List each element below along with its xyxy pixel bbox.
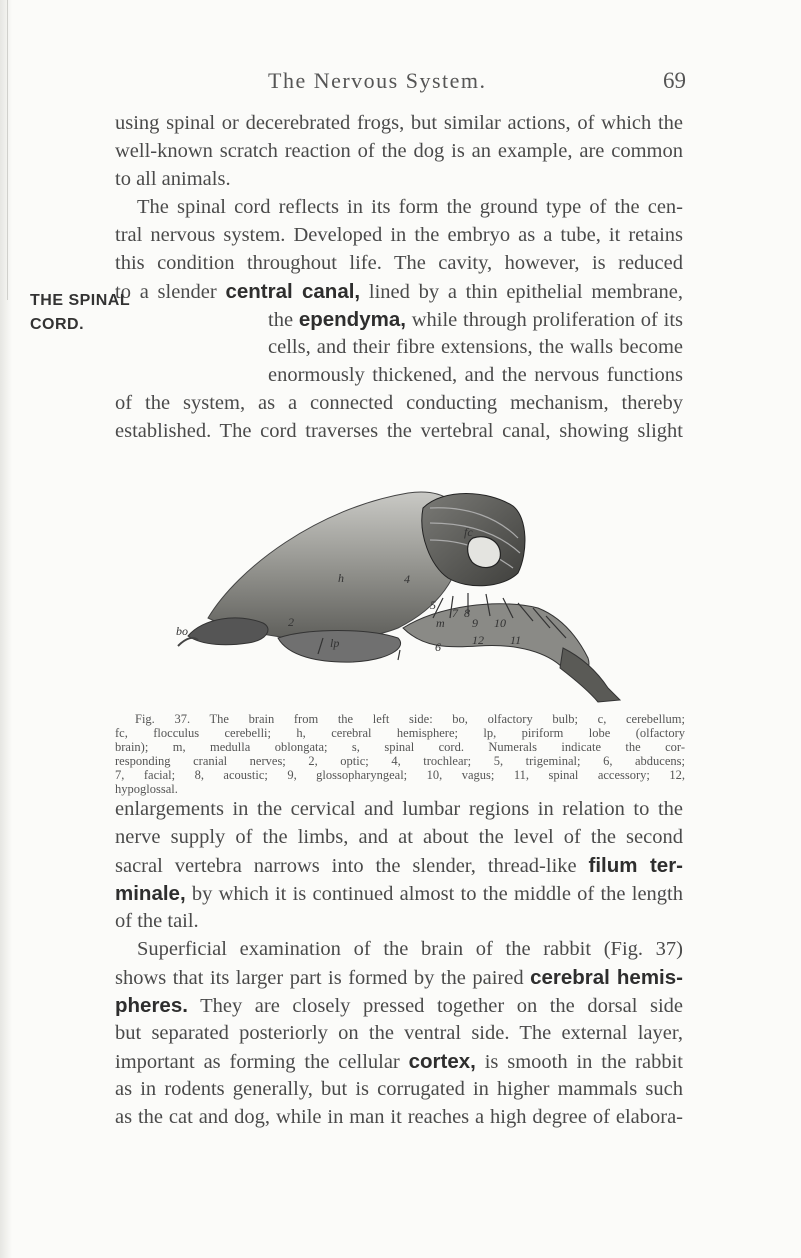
text-span: important as forming the cellular <box>115 1051 409 1073</box>
figure-label: 7 <box>452 606 458 620</box>
figure-label: 4 <box>404 572 410 586</box>
figure-label: 8 <box>464 606 470 620</box>
caption-line: responding cranial nerves; 2, optic; 4, trochlear; 5, trigeminal; 6, abducens; <box>115 754 685 768</box>
text-span: They are closely pressed together on the dorsal side <box>187 995 683 1017</box>
text-line: of the system, as a connected conducting mechanism, thereby <box>115 392 683 414</box>
text-line: cells, and their fibre extensions, the walls become <box>268 336 683 358</box>
text-line <box>115 280 683 304</box>
text-span: lined by a thin epithelial membrane, <box>360 281 683 303</box>
term-cerebral-hemispheres: cerebral hemis- <box>530 966 683 989</box>
rabbit-brain-illustration <box>168 478 638 703</box>
figure-label: lp <box>330 636 340 650</box>
text-line: enormously thickened, and the nervous functions <box>268 364 683 386</box>
caption-line: 7, facial; 8, acoustic; 9, glossopharyngeal; 10, vagus; 11, spinal accessory; 12, <box>115 768 685 782</box>
text-line: as the cat and dog, while in man it reaches a high degree of elabora- <box>115 1106 683 1128</box>
figure-label: fc <box>464 525 473 539</box>
text-line <box>268 308 683 332</box>
text-line: established. The cord traverses the vertebral canal, showing slight <box>115 420 683 442</box>
page-edge-line <box>7 0 8 300</box>
figure-label: h <box>338 571 344 585</box>
caption-line: fc, flocculus cerebelli; h, cerebral hemisphere; lp, piriform lobe (olfactory <box>115 726 685 740</box>
caption-line: Fig. 37. The brain from the left side: bo, olfactory bulb; c, cerebellum; <box>135 712 685 726</box>
text-line: enlargements in the cervical and lumbar regions in relation to the <box>115 798 683 820</box>
text-line <box>115 994 683 1018</box>
page-edge-shadow <box>0 0 12 1258</box>
figure-label: 12 <box>472 633 484 647</box>
term-cerebral-hemispheres-cont: pheres. <box>115 994 188 1017</box>
olfactory-bulb <box>188 618 268 645</box>
text-line <box>115 1050 683 1074</box>
term-ependyma: ependyma, <box>298 308 406 331</box>
text-line <box>115 966 683 990</box>
text-line: nerve supply of the limbs, and at about the level of the second <box>115 826 683 848</box>
text-line: of the tail. <box>115 910 199 932</box>
spinal-cord <box>560 648 620 702</box>
text-line <box>115 882 683 906</box>
text-line: The spinal cord reflects in its form the ground type of the cen- <box>137 196 683 218</box>
side-heading <box>30 289 130 337</box>
text-span: by which it is continued almost to the middle of the length <box>185 883 683 905</box>
text-line: as in rodents generally, but is corrugated in higher mammals such <box>115 1078 683 1100</box>
text-line: this condition throughout life. The cavity, however, is reduced <box>115 252 683 274</box>
text-span: shows that its larger part is formed by the paired <box>115 967 531 989</box>
page-number: 69 <box>663 68 686 93</box>
figure-label: 11 <box>510 633 522 647</box>
text-line: tral nervous system. Developed in the embryo as a tube, it retains <box>115 224 683 246</box>
figure-label: 10 <box>494 616 506 630</box>
caption-line: brain); m, medulla oblongata; s, spinal cord. Numerals indicate the cor- <box>115 740 685 754</box>
side-heading-line: THE SPINAL <box>30 292 131 309</box>
figure-caption <box>115 712 685 796</box>
text-line <box>115 854 683 878</box>
figure-label: 2 <box>288 615 294 629</box>
figure-label: 9 <box>472 616 478 630</box>
text-line: Superficial examination of the brain of the rabbit (Fig. 37) <box>137 938 683 960</box>
term-filum-terminale: filum ter- <box>588 854 684 877</box>
text-span: the <box>268 309 299 331</box>
text-line: to all animals. <box>115 168 231 190</box>
caption-line: hypoglossal. <box>115 782 178 796</box>
text-line: but separated posteriorly on the ventral side. The external layer, <box>115 1022 683 1044</box>
figure-label: m <box>436 616 445 630</box>
term-central-canal: central canal, <box>225 280 361 303</box>
text-span: while through proliferation of its <box>405 309 684 331</box>
text-line: well-known scratch reaction of the dog is an example, are common <box>115 140 683 162</box>
text-span: sacral vertebra narrows into the slender, thread-like <box>115 855 589 877</box>
figure-label: 5 <box>430 598 436 612</box>
side-heading-line: CORD. <box>30 316 85 333</box>
figure-label: 6 <box>435 640 441 654</box>
text-line: using spinal or decerebrated frogs, but similar actions, of which the <box>115 112 683 134</box>
brain-figure <box>168 478 638 703</box>
text-span: is smooth in the rabbit <box>475 1051 683 1073</box>
term-cortex: cortex, <box>408 1050 476 1073</box>
text-span: to a slender <box>115 281 226 303</box>
term-filum-terminale-cont: minale, <box>115 882 186 905</box>
figure-label: bo <box>176 624 188 638</box>
running-title: The Nervous System. <box>268 68 487 93</box>
